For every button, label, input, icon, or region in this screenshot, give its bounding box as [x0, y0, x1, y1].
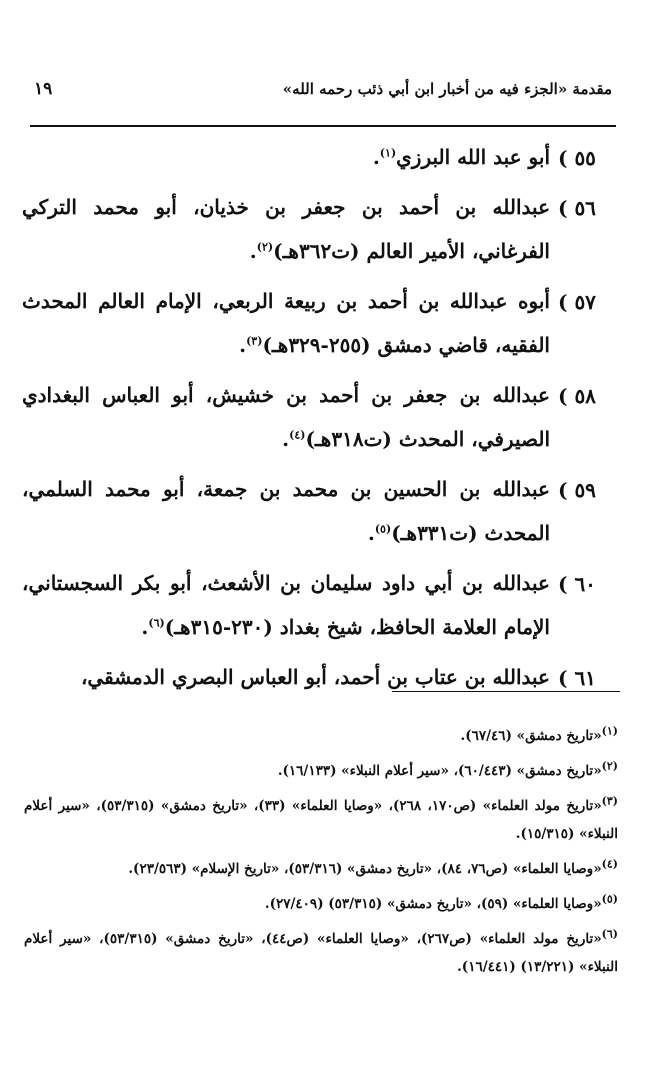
footnote-5: [24, 890, 618, 918]
entry-text: [22, 655, 550, 699]
footnotes-list: [24, 722, 618, 988]
entry-number: ٦١ ): [558, 666, 596, 690]
footnote-marker: (٣): [601, 794, 618, 808]
footnote-text: «تاريخ مولد العلماء» (ص٢٦٧)، «وصايا العلماء» (ص٤٤)، «تاريخ دمشق» (٥٣/٣١٥)، «سير أعلام النبلاء» (١٣/٢٢١) (١٦/٤٤١).: [24, 931, 618, 975]
footnote-text: «وصايا العلماء» (٥٩)، «تاريخ دمشق» (٥٣/٣١٥) (٢٧/٤٠٩).: [264, 896, 602, 912]
entry-58: [22, 373, 622, 461]
footnote-2: [24, 757, 618, 785]
entries-list: [22, 135, 622, 705]
header-rule: [30, 125, 616, 127]
entry-56: [22, 185, 622, 273]
footnote-separator: [392, 691, 620, 692]
footnote-ref[interactable]: (٣): [246, 334, 263, 348]
entry-number: ٥٨ ): [558, 384, 596, 408]
footnote-1: [24, 722, 618, 750]
entry-body: عبدالله بن عتاب بن أحمد، أبو العباس البصري الدمشقي،: [80, 665, 550, 689]
entry-61: [22, 655, 622, 699]
footnote-marker: (١): [601, 724, 618, 738]
footnote-marker: (٦): [601, 927, 619, 941]
footnote-ref[interactable]: (٥): [374, 522, 392, 536]
page-number: ١٩: [34, 79, 53, 99]
entry-text: [22, 467, 550, 555]
entry-57: [22, 279, 622, 367]
footnote-ref[interactable]: (٤): [289, 428, 306, 442]
entry-body: عبدالله بن الحسين بن محمد بن جمعة، أبو محمد السلمي، المحدث (ت٣٣١هـ): [22, 477, 550, 545]
entry-body: أبو عبد الله البرزي: [396, 145, 550, 169]
running-header: [34, 76, 612, 102]
entry-end: .: [141, 615, 149, 639]
footnote-text: «تاريخ دمشق» (٦٠/٤٤٣)، «سير أعلام النبلاء» (١٦/١٣٣).: [277, 763, 602, 779]
footnote-ref[interactable]: (١): [379, 146, 397, 160]
entry-number: ٥٦ ): [558, 196, 596, 220]
footnote-text: «تاريخ دمشق» (٦٧/٤٦).: [460, 728, 602, 744]
entry-end: .: [372, 145, 380, 169]
entry-end: .: [282, 427, 290, 451]
footnote-marker: (٢): [601, 759, 618, 773]
entry-59: [22, 467, 622, 555]
entry-text: [22, 185, 550, 273]
entry-body: عبدالله بن جعفر بن أحمد بن خشيش، أبو العباس البغدادي الصيرفي، المحدث (ت٣١٨هـ): [22, 383, 550, 451]
entry-body: أبوه عبدالله بن أحمد بن ربيعة الربعي، الإمام العالم المحدث الفقيه، قاضي دمشق (٢٥٥-٣٢٩هـ): [22, 289, 550, 357]
footnote-marker: (٤): [601, 857, 618, 871]
footnote-6: [24, 925, 618, 981]
entry-text: [22, 279, 550, 367]
footnote-ref[interactable]: (٦): [148, 616, 165, 630]
footnote-text: «تاريخ مولد العلماء» (ص١٧٠، ٢٦٨)، «وصايا العلماء» (٣٣)، «تاريخ دمشق» (٥٣/٣١٥)، «سير أعلام النبلاء» (١٥/٣١٥).: [24, 798, 618, 842]
entry-number: ٥٩ ): [558, 478, 596, 502]
footnote-4: [24, 855, 618, 883]
entry-number: ٥٥ ): [558, 146, 596, 170]
entry-body: عبدالله بن أبي داود سليمان بن الأشعث، أبو بكر السجستاني، الإمام العلامة الحافظ، شيخ بغداد (٢٣٠-٣١٥هـ): [22, 571, 550, 639]
entry-end: .: [367, 521, 375, 545]
entry-text: [22, 135, 550, 179]
entry-text: [22, 373, 550, 461]
entry-number: ٦٠ ): [558, 572, 596, 596]
entry-text: [22, 561, 550, 649]
entry-end: .: [249, 239, 257, 263]
running-title: مقدمة «الجزء فيه من أخبار ابن أبي ذئب رحمه الله»: [282, 80, 612, 98]
footnote-3: [24, 792, 618, 848]
footnote-text: «وصايا العلماء» (ص٧٦، ٨٤)، «تاريخ دمشق» (٥٣/٣١٦)، «تاريخ الإسلام» (٢٣/٥٦٣).: [128, 861, 602, 877]
footnote-marker: (٥): [601, 892, 618, 906]
entry-55: [22, 135, 622, 179]
entry-end: .: [239, 333, 247, 357]
footnote-ref[interactable]: (٢): [256, 240, 274, 254]
entry-body: عبدالله بن أحمد بن جعفر بن خذيان، أبو محمد التركي الفرغاني، الأمير العالم (ت٣٦٢هـ): [22, 195, 550, 263]
entry-60: [22, 561, 622, 649]
entry-number: ٥٧ ): [558, 290, 596, 314]
